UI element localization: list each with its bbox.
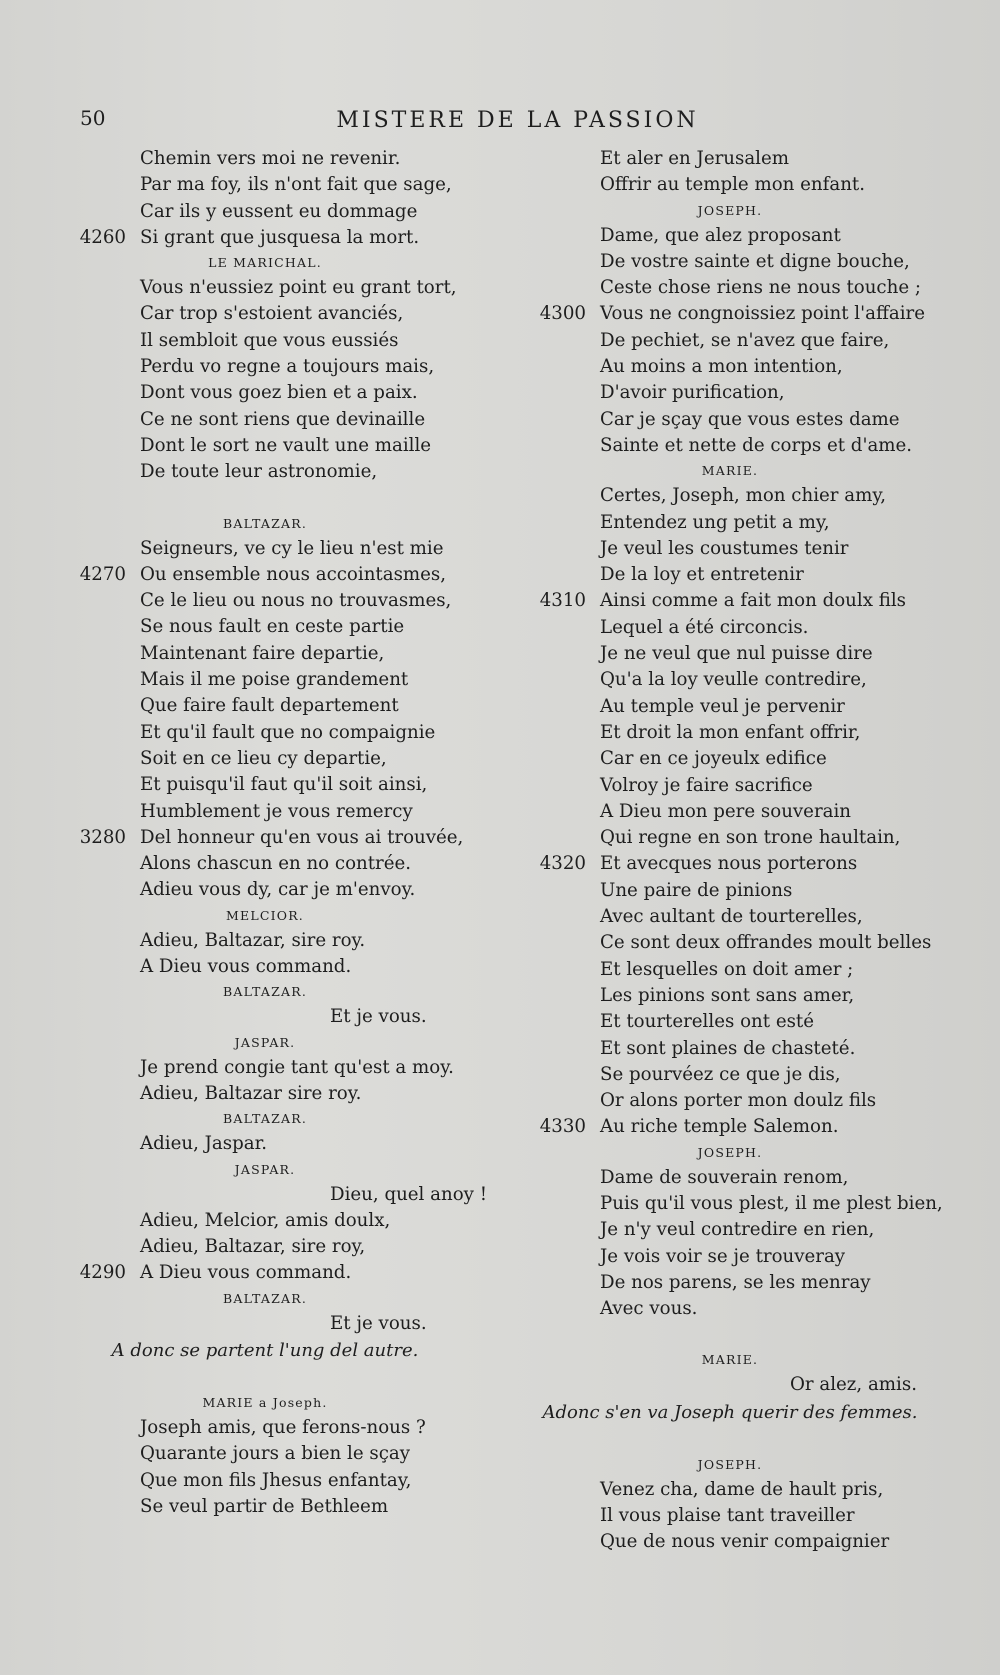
line-number: 4300 — [539, 303, 586, 325]
verse-text: Dieu, quel anoy ! — [330, 1183, 488, 1205]
line-number: 3280 — [79, 826, 126, 848]
verse-line — [60, 825, 470, 851]
verse-text: Certes, Joseph, mon chier amy, — [600, 485, 886, 507]
verse-text: Avec vous. — [600, 1298, 698, 1320]
verse-text: Et je vous. — [330, 1006, 427, 1028]
verse-line — [520, 483, 940, 509]
verse-text: Venez cha, dame de hault pris, — [600, 1478, 884, 1500]
verse-text: Au moins a mon intention, — [600, 356, 843, 378]
verse-line — [60, 1004, 470, 1030]
verse-text: Se pourvéez ce que je dis, — [600, 1063, 841, 1085]
verse-line — [60, 588, 470, 614]
verse-line — [60, 146, 470, 172]
verse-text: Soit en ce lieu cy departie, — [140, 747, 387, 769]
line-number: 4290 — [79, 1262, 126, 1284]
verse-text: Perdu vo regne a toujours mais, — [140, 356, 435, 378]
verse-line — [60, 1260, 470, 1286]
verse-text: Par ma foy, ils n'ont fait que sage, — [140, 174, 452, 196]
verse-line — [520, 1009, 940, 1035]
verse-line — [520, 536, 940, 562]
verse-text: Il sembloit que vous eussiés — [140, 329, 399, 351]
verse-line — [60, 562, 470, 588]
verse-line — [520, 562, 940, 588]
verse-text: D'avoir purification, — [600, 382, 785, 404]
verse-line — [60, 1468, 470, 1494]
verse-text: Et lesquelles on doit amer ; — [600, 958, 854, 980]
spacer — [60, 1365, 470, 1391]
verse-text: Qui regne en son trone haultain, — [600, 827, 901, 849]
verse-line — [520, 588, 940, 614]
verse-text: Seigneurs, ve cy le lieu n'est mie — [140, 537, 444, 559]
speaker-name: MARIE. — [701, 463, 759, 479]
verse-line — [60, 1131, 470, 1157]
verse-line — [60, 641, 470, 667]
verse-text: Ou ensemble nous accointasmes, — [140, 563, 447, 585]
verse-line — [60, 928, 470, 954]
speaker-name: JASPAR. — [234, 1034, 296, 1050]
verse-line — [520, 1062, 940, 1088]
verse-text: Adieu, Melcior, amis doulx, — [140, 1209, 391, 1231]
verse-line — [60, 1234, 470, 1260]
verse-line — [520, 223, 940, 249]
verse-line — [60, 954, 470, 980]
verse-line — [520, 1191, 943, 1217]
verse-text: Volroy je faire sacrifice — [600, 774, 813, 796]
verse-line — [520, 407, 940, 433]
right-text-column — [520, 146, 943, 1556]
verse-text: Les pinions sont sans amer, — [600, 984, 855, 1006]
verse-text: A Dieu vous command. — [140, 1262, 352, 1284]
verse-line — [60, 772, 470, 798]
verse-text: Et aler en Jerusalem — [600, 148, 789, 169]
verse-text: A Dieu mon pere souverain — [600, 800, 852, 822]
verse-text: Sainte et nette de corps et d'ame. — [600, 434, 913, 456]
verse-text: De pechiet, se n'avez que faire, — [600, 329, 890, 351]
verse-text: Qu'a la loy veulle contredire, — [600, 669, 867, 691]
verse-line — [520, 825, 940, 851]
verse-text: Et qu'il fault que no compaignie — [140, 721, 436, 743]
speaker-name: BALTAZAR. — [222, 515, 308, 531]
verse-line — [60, 693, 470, 719]
verse-text: Humblement je vous remercy — [140, 800, 413, 822]
verse-text: Vous n'eussiez point eu grant tort, — [140, 277, 457, 299]
left-text-column — [60, 146, 488, 1520]
speaker-name: LE MARICHAL. — [208, 255, 322, 271]
verse-line — [60, 301, 470, 327]
verse-line — [520, 851, 940, 877]
verse-text: Or alez, amis. — [790, 1374, 917, 1396]
line-number: 4260 — [79, 226, 126, 248]
verse-text: Lequel a été circoncis. — [600, 616, 809, 638]
verse-line — [60, 614, 470, 640]
spacer — [60, 486, 470, 512]
line-number: 4320 — [539, 853, 586, 875]
line-number: 4310 — [539, 590, 586, 612]
verse-text: A Dieu vous command. — [140, 956, 352, 978]
verse-line — [60, 199, 470, 225]
verse-line — [520, 1114, 940, 1140]
verse-text: Car en ce joyeulx edifice — [600, 748, 827, 770]
verse-text: Ceste chose riens ne nous touche ; — [600, 277, 921, 299]
verse-text: Que mon fils Jhesus enfantay, — [140, 1469, 412, 1491]
verse-text: De la loy et entretenir — [600, 564, 804, 586]
verse-line — [60, 407, 470, 433]
verse-line — [60, 275, 470, 301]
verse-text: Et avecques nous porterons — [600, 853, 858, 875]
verse-text: Joseph amis, que ferons-nous ? — [140, 1416, 426, 1438]
verse-text: Il vous plaise tant traveiller — [600, 1505, 855, 1527]
verse-text: Dont le sort ne vault une maille — [140, 434, 432, 456]
speaker-name: MARIE a Joseph. — [202, 1394, 328, 1410]
verse-line — [520, 1372, 940, 1398]
verse-line — [520, 667, 940, 693]
verse-text: Et puisqu'il faut qu'il soit ainsi, — [140, 774, 428, 796]
verse-text: Avec aultant de tourterelles, — [600, 906, 863, 928]
verse-text: Je veul les coustumes tenir — [600, 537, 849, 559]
verse-text: Au temple veul je pervenir — [600, 695, 845, 717]
verse-text: Que faire fault departement — [140, 695, 399, 717]
spacer — [520, 1427, 940, 1453]
verse-line — [520, 380, 940, 406]
verse-text: Et droit la mon enfant offrir, — [600, 721, 861, 743]
verse-text: Alons chascun en no contrée. — [140, 853, 412, 875]
verse-line — [60, 851, 470, 877]
verse-text: Dont vous goez bien et a paix. — [140, 382, 418, 404]
verse-line — [60, 459, 470, 485]
verse-text: Del honneur qu'en vous ai trouvée, — [140, 826, 464, 848]
verse-line — [60, 720, 470, 746]
verse-line — [60, 877, 470, 903]
verse-text: Et sont plaines de chasteté. — [600, 1037, 856, 1059]
verse-line — [520, 1529, 940, 1555]
verse-text: Je vois voir se je trouveray — [600, 1245, 846, 1267]
verse-text: Si grant que jusquesa la mort. — [140, 226, 420, 248]
verse-line — [520, 249, 940, 275]
verse-line — [520, 878, 940, 904]
speaker-name: MARIE. — [701, 1352, 759, 1368]
verse-text: Une paire de pinions — [600, 879, 793, 901]
verse-line — [520, 746, 940, 772]
verse-line — [60, 328, 470, 354]
verse-line — [520, 1244, 940, 1270]
verse-line — [60, 1494, 470, 1520]
verse-line — [60, 536, 470, 562]
verse-text: Ce le lieu ou nous no trouvasmes, — [140, 590, 452, 612]
verse-text: Vous ne congnoissiez point l'affaire — [600, 303, 925, 325]
verse-line — [60, 225, 470, 251]
verse-line — [520, 930, 940, 956]
verse-line — [520, 799, 940, 825]
verse-line — [60, 667, 470, 693]
verse-line — [60, 354, 470, 380]
verse-line — [520, 433, 940, 459]
verse-text: Je ne veul que nul puisse dire — [600, 643, 873, 665]
verse-line — [520, 354, 940, 380]
verse-line — [60, 1415, 470, 1441]
verse-line — [520, 146, 940, 172]
verse-text: Car trop s'estoient avanciés, — [140, 303, 404, 325]
speaker-name: BALTAZAR. — [222, 1290, 308, 1306]
verse-text: Ce ne sont riens que devinaille — [140, 408, 426, 430]
verse-line — [520, 957, 940, 983]
verse-line — [60, 1441, 470, 1467]
stage-direction: Adonc s'en va Joseph querir des femmes. — [542, 1401, 918, 1423]
speaker-name: BALTAZAR. — [222, 984, 308, 1000]
verse-text: Offrir au temple mon enfant. — [600, 174, 866, 196]
running-title: MISTERE DE LA PASSION — [336, 108, 699, 133]
verse-text: Quarante jours a bien le sçay — [140, 1443, 411, 1465]
verse-text: De toute leur astronomie, — [140, 461, 378, 483]
verse-text: Mais il me poise grandement — [140, 669, 409, 691]
verse-text: Ainsi comme a fait mon doulx fils — [600, 590, 907, 612]
verse-line — [60, 433, 470, 459]
verse-text: Dame, que alez proposant — [600, 224, 841, 246]
verse-line — [60, 1208, 470, 1234]
verse-line — [60, 799, 470, 825]
speaker-name: JASPAR. — [234, 1161, 296, 1177]
verse-text: Et tourterelles ont esté — [600, 1011, 814, 1033]
verse-text: Adieu, Baltazar sire roy. — [140, 1082, 362, 1104]
verse-text: Adieu, Baltazar, sire roy. — [140, 929, 366, 951]
verse-text: Or alons porter mon doulz fils — [600, 1090, 877, 1112]
verse-text: Ce sont deux offrandes moult belles — [600, 932, 932, 954]
verse-text: Entendez ung petit a my, — [600, 511, 830, 533]
speaker-name: JOSEPH. — [697, 1144, 763, 1160]
verse-text: Se nous fault en ceste partie — [140, 616, 405, 638]
verse-line — [60, 1081, 470, 1107]
verse-text: Car je sçay que vous estes dame — [600, 408, 900, 430]
verse-line — [520, 1217, 940, 1243]
verse-line — [520, 1270, 940, 1296]
spacer — [520, 1322, 940, 1348]
verse-text: De nos parens, se les menray — [600, 1271, 871, 1293]
verse-line — [520, 1165, 940, 1191]
verse-line — [60, 746, 470, 772]
verse-line — [520, 1036, 940, 1062]
speaker-name: JOSEPH. — [697, 1456, 763, 1472]
verse-text: Maintenant faire departie, — [140, 642, 385, 664]
line-number: 4330 — [539, 1116, 586, 1138]
verse-line — [520, 904, 940, 930]
verse-line — [520, 510, 940, 536]
verse-line — [60, 172, 470, 198]
verse-text: Que de nous venir compaignier — [600, 1531, 890, 1553]
verse-line — [520, 1088, 940, 1114]
line-number: 4270 — [79, 563, 126, 585]
verse-line — [520, 983, 940, 1009]
verse-text: Et je vous. — [330, 1312, 427, 1334]
verse-text: Je n'y veul contredire en rien, — [600, 1219, 875, 1241]
verse-line — [60, 1055, 470, 1081]
page-number: 50 — [80, 106, 106, 130]
verse-line — [60, 1182, 488, 1208]
verse-text: Dame de souverain renom, — [600, 1166, 849, 1188]
verse-line — [520, 641, 940, 667]
speaker-name: BALTAZAR. — [222, 1111, 308, 1127]
verse-text: Je prend congie tant qu'est a moy. — [140, 1056, 454, 1078]
verse-line — [520, 301, 940, 327]
speaker-name: JOSEPH. — [697, 202, 763, 218]
verse-line — [520, 773, 940, 799]
verse-line — [520, 172, 940, 198]
verse-line — [520, 720, 940, 746]
verse-line — [520, 615, 940, 641]
verse-line — [520, 1477, 940, 1503]
verse-text: Chemin vers moi ne revenir. — [140, 148, 401, 169]
verse-text: Car ils y eussent eu dommage — [140, 200, 418, 222]
stage-direction: A donc se partent l'ung del autre. — [111, 1339, 419, 1361]
verse-text: De vostre sainte et digne bouche, — [600, 250, 910, 272]
verse-text: Adieu, Jaspar. — [140, 1133, 268, 1155]
verse-text: Se veul partir de Bethleem — [140, 1495, 389, 1517]
verse-text: Puis qu'il vous plest, il me plest bien, — [600, 1192, 943, 1214]
verse-line — [60, 380, 470, 406]
verse-line — [520, 1503, 940, 1529]
verse-line — [520, 1296, 940, 1322]
verse-line — [520, 694, 940, 720]
verse-line — [60, 1311, 470, 1337]
verse-line — [520, 328, 940, 354]
verse-text: Adieu vous dy, car je m'envoy. — [140, 879, 416, 901]
verse-line — [520, 275, 940, 301]
verse-text: Adieu, Baltazar, sire roy, — [140, 1236, 366, 1258]
speaker-name: MELCIOR. — [226, 907, 304, 923]
verse-text: Au riche temple Salemon. — [600, 1116, 839, 1138]
